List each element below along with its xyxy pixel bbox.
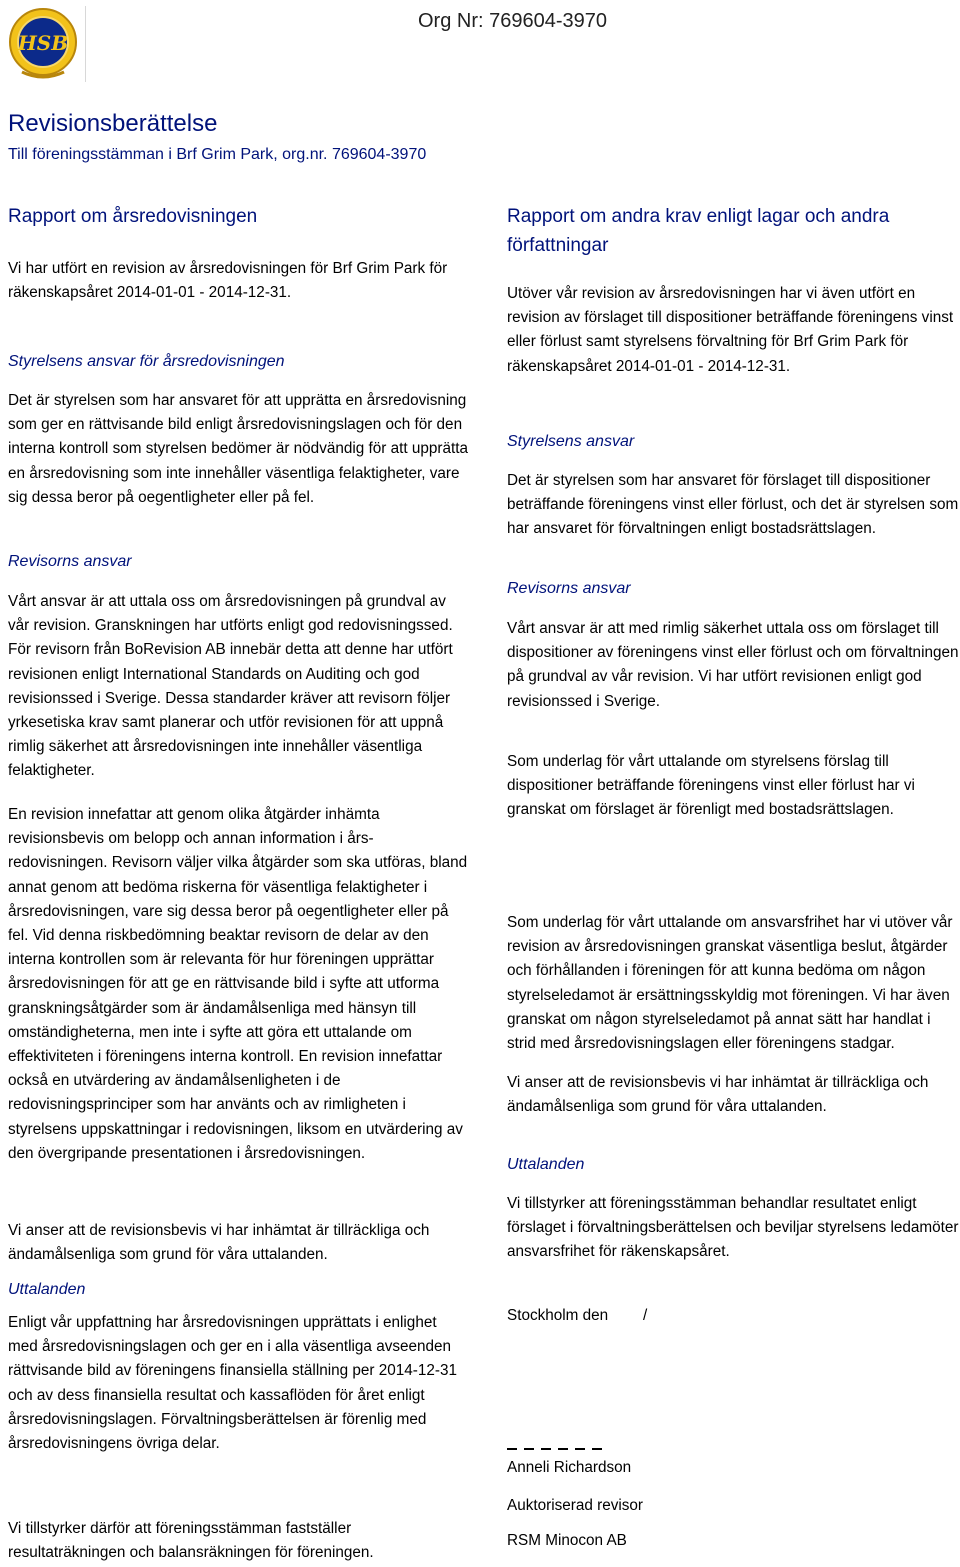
document-subtitle: Till föreningsstämman i Brf Grim Park, org.nr. 769604-3970 [8,146,427,163]
right-uttalanden-text: Vi tillstyrker att föreningsstämman behandlar resultatet enligt förslaget i förvaltningsberättelsen och beviljar styrelsens ledamöter ansvarsfrihet för räkenskapsåret. [507,1195,959,1261]
logo-text: HSB [17,31,69,55]
left-uttalanden-heading: Uttalanden [8,1281,86,1298]
right-revisorns-text-2: Som underlag för vårt uttalande om styrelsens förslag till dispositioner beträffande föreningens vinst eller förlust har vi granskat om förslaget är förenligt med bostadsrättslagen. [507,753,915,819]
right-intro: Utöver vår revision av årsredovisningen har vi även utfört en revision av förslaget till dispositioner beträffande föreningens vinst eller förlust samt styrelsens förvaltning för Brf Grim Park för räkenskapsåret 2014-01-01 - 2014-12-31. [507,285,954,375]
left-heading: Rapport om årsredovisningen [8,206,258,227]
right-styrelsens-heading: Styrelsens ansvar [507,433,635,450]
signer-name: Anneli Richardson [507,1459,632,1476]
right-heading: Rapport om andra krav enligt lagar och andra författningar [507,206,890,256]
right-revisorns-text-4: Vi anser att de revisionsbevis vi har inhämtat är tillräckliga och ändamålsenliga som grund för våra uttalanden. [507,1074,929,1116]
left-revisorns-text-1: Vårt ansvar är att uttala oss om årsredovisningen på grundval av vår revision. Granskningen har utförts enligt god redovisningssed. För revisorn från BoRevision AB innebär detta att denne har utfört revisionen enligt International Standards on Auditing och god revisionssed i Sverige. Dessa standarder kräver att revisorn följer yrkesetiska krav samt planerar och utför revisionen för att uppnå rimlig säkerhet att årsredovisningen inte innehåller väsentliga felaktigheter. [8,593,453,780]
org-number: Org Nr: 769604-3970 [417,10,607,32]
left-revisorns-text-3: Vi anser att de revisionsbevis vi har inhämtat är tillräckliga och ändamålsenliga som grund för våra uttalanden. [8,1222,430,1264]
left-tillstyrker-text: Vi tillstyrker därför att föreningsstämman fastställer resultaträkningen och balansräkningen för föreningen. [8,1520,374,1562]
left-intro: Vi har utfört en revision av årsredovisningen för Brf Grim Park för räkenskapsåret 2014-01-01 - 2014-12-31. [8,260,448,302]
place-date-label: Stockholm den [507,1307,609,1324]
right-revisorns-heading: Revisorns ansvar [507,580,631,597]
left-styrelsens-heading: Styrelsens ansvar för årsredovisningen [8,353,285,370]
left-revisorns-heading: Revisorns ansvar [8,553,132,570]
date-slash: / [643,1307,648,1324]
left-styrelsens-text: Det är styrelsen som har ansvaret för att upprätta en årsredovisning som ger en rättvisande bild enligt årsredovisningslagen och för den interna kontroll som styrelsen bedömer är nödvändig för att upprätta en årsredovisning som inte innehåller väsentliga felaktigheter, vare sig dessa beror på oegentligheter eller på fel. [8,392,469,506]
signer-title: Auktoriserad revisor [507,1497,644,1514]
right-revisorns-text-3: Som underlag för vårt uttalande om ansvarsfrihet har vi utöver vår revision av årsredovisningen granskat väsentliga beslut, åtgärder och förhållanden i föreningen för att kunna bedöma om någon styrelseledamot är ersättningsskyldig mot föreningen. Vi har även granskat om någon styrelseledamot på annat sätt har handlat i strid med årsredovisningslagen eller föreningens stadgar. [507,914,953,1053]
right-styrelsens-text: Det är styrelsen som har ansvaret för förslaget till dispositioner beträffande föreningens vinst eller förlust, och det är styrelsen som har ansvaret för förvaltningen enligt bostadsrättslagen. [507,472,959,538]
header-divider [85,6,86,82]
right-revisorns-text-1: Vårt ansvar är att med rimlig säkerhet uttala oss om förslaget till dispositioner av föreningens vinst eller förlust och om förvaltningen på grundval av vår revision. Vi har utfört revisionen enligt god revisionssed i Sverige. [507,620,959,710]
right-uttalanden-heading: Uttalanden [507,1156,585,1173]
document-title: Revisionsberättelse [8,110,218,137]
hsb-logo [4,6,82,82]
left-revisorns-text-2: En revision innefattar att genom olika åtgärder inhämta revisionsbevis om belopp och annan information i års-redovisningen. Revisorn väljer vilka åtgärder som ska utföras, bland annat genom att bedöma riskerna för väsentliga felaktigheter i årsredovisningen, vare sig dessa beror på oegentligheter eller på fel. Vid denna riskbedömning beaktar revisorn de delar av den interna kontrollen som är relevanta för hur föreningen upprättar årsredovisningen för att ge en rättvisande bild i syfte att utforma granskningsåtgärder som är ändamålsenliga med hänsyn till omständigheterna, men inte i syfte att göra ett uttalande om effektiviteten i föreningens interna kontroll. En revision innefattar också en utvärdering av ändamålsenligheten i de redovisningsprinciper som har använts och av rimligheten i styrelsens uppskattningar i redovisningen, liksom en utvärdering av den övergripande presentationen i årsredovisningen. [8,806,468,1162]
signature-line [507,1448,603,1450]
signer-company: RSM Minocon AB [507,1532,627,1549]
left-uttalanden-text: Enligt vår uppfattning har årsredovisningen upprättats i enlighet med årsredovisningslagen och ger en i alla väsentliga avseenden rättvisande bild av föreningens finansiella ställning per 2014-12-31 och av dess finansiella resultat och kassaflöden för året enligt årsredovisningslagen. Förvaltningsberättelsen är förenlig med årsredovisningens övriga delar. [8,1314,457,1453]
